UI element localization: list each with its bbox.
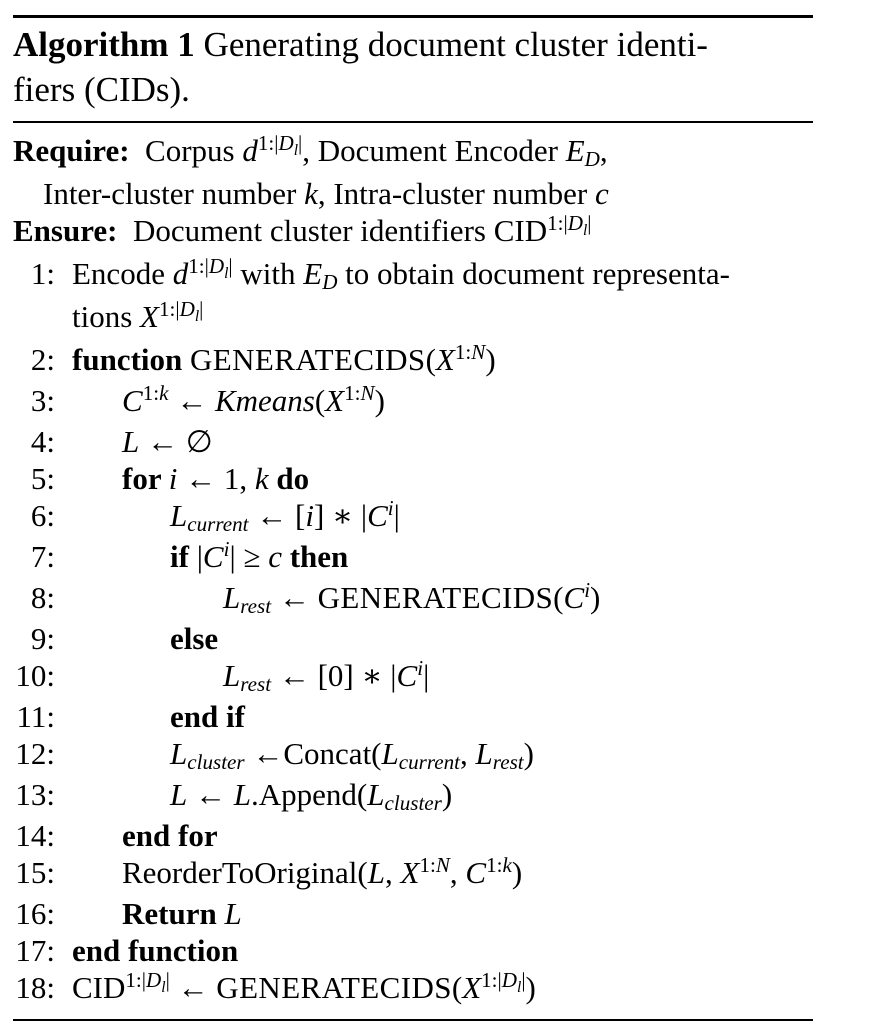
line-number: 1:	[30, 256, 55, 291]
text-segment: C	[563, 580, 585, 615]
text-segment: current	[398, 749, 461, 774]
text-segment: k	[159, 381, 169, 406]
text-segment: 1:	[454, 340, 472, 365]
line-content	[72, 460, 309, 497]
text-segment: Inter-cluster number	[43, 176, 305, 211]
text-segment: |	[521, 968, 526, 993]
algo-line-step-6	[13, 497, 813, 538]
text-segment: i	[417, 656, 424, 681]
text-segment: L	[224, 896, 242, 931]
line-number: 14:	[15, 818, 55, 853]
text-segment: i	[305, 498, 314, 533]
algo-line-step-16	[13, 895, 813, 932]
algo-line-step-8	[13, 579, 813, 620]
text-segment: C	[396, 658, 418, 693]
text-segment: C	[202, 539, 224, 574]
line-number: 7:	[30, 539, 55, 574]
text-segment: end function	[72, 933, 239, 968]
text-segment: l	[293, 142, 299, 160]
algo-line-ensure	[13, 212, 813, 255]
text-segment: L	[367, 855, 385, 890]
line-number: 10:	[15, 658, 55, 693]
text-segment: X	[435, 342, 455, 377]
algo-line-step-12	[13, 735, 813, 776]
text-segment: tions	[72, 299, 141, 334]
text-segment: D	[501, 968, 517, 993]
algo-line-step-10	[13, 657, 813, 698]
line-content	[72, 579, 600, 620]
algorithm-block	[13, 15, 813, 1021]
text-segment: )	[523, 736, 534, 771]
text-segment: rest	[240, 593, 272, 618]
text-segment: rest	[240, 671, 272, 696]
text-segment: 1:	[486, 853, 503, 878]
text-segment: ←	[187, 777, 234, 812]
text-segment: |	[199, 297, 204, 322]
text-segment: ←Concat(	[244, 736, 382, 771]
text-segment: E	[303, 256, 323, 291]
text-segment: |	[393, 498, 400, 533]
line-number: 2:	[30, 342, 55, 377]
line-content	[72, 854, 522, 895]
text-segment: )	[511, 855, 523, 890]
text-segment: ,	[385, 855, 401, 890]
text-segment: ← [0] ∗ |	[271, 658, 397, 693]
text-segment: do	[268, 461, 310, 496]
text-segment: L	[170, 498, 188, 533]
text-segment: )	[525, 970, 536, 1005]
line-number: 11:	[16, 699, 55, 734]
line-number: 9:	[30, 621, 55, 656]
line-number: 3:	[30, 383, 55, 418]
text-segment: i	[387, 496, 394, 521]
text-segment: with	[232, 256, 304, 291]
text-segment: , Document Encoder	[302, 133, 566, 168]
line-number: 18:	[15, 970, 55, 1005]
text-segment: D	[322, 269, 338, 294]
text-segment: cluster	[384, 790, 442, 815]
text-segment: D	[567, 211, 583, 236]
text-segment: X	[400, 855, 420, 890]
text-segment: |	[587, 211, 592, 236]
text-segment: (	[553, 580, 564, 615]
text-segment: L	[223, 658, 241, 693]
algo-line-step-4	[13, 423, 813, 460]
line-content	[72, 497, 400, 538]
algo-line-step-11	[13, 698, 813, 735]
text-segment: Generating document cluster identi-	[194, 25, 708, 64]
text-segment: L	[122, 424, 140, 459]
line-content	[72, 538, 348, 579]
line-content	[13, 175, 609, 212]
text-segment: current	[187, 511, 249, 536]
line-content	[13, 212, 592, 255]
text-segment: |	[196, 539, 203, 574]
text-segment: D	[208, 254, 225, 279]
text-segment: C	[122, 383, 143, 418]
algo-line-step-14	[13, 817, 813, 854]
text-segment: )	[485, 342, 496, 377]
text-segment: L	[223, 580, 241, 615]
text-segment: |	[423, 658, 430, 693]
text-segment: 1:	[142, 381, 160, 406]
text-segment: |	[228, 254, 233, 279]
text-segment: 1:	[419, 853, 436, 878]
text-segment: D	[146, 968, 162, 993]
text-segment: then	[281, 539, 349, 574]
text-segment: ← 1,	[177, 461, 255, 496]
text-segment: Algorithm 1	[13, 25, 195, 64]
text-segment: ReorderToOriginal(	[122, 855, 368, 890]
text-segment: | ≥	[229, 539, 269, 574]
text-segment: l	[161, 979, 166, 997]
text-segment: L	[367, 777, 385, 812]
algo-line-step-15	[13, 854, 813, 895]
text-segment: end if	[170, 699, 245, 734]
line-number: 5:	[30, 461, 55, 496]
text-segment: Corpus	[129, 133, 243, 168]
line-number: 4:	[30, 424, 55, 459]
line-content	[72, 735, 534, 776]
algo-line-step-18	[13, 969, 813, 1012]
algorithm-body	[13, 123, 813, 1019]
text-segment: ←	[168, 383, 215, 418]
line-content	[72, 776, 452, 817]
line-content	[72, 657, 429, 698]
line-number: 13:	[15, 777, 55, 812]
text-segment: l	[194, 308, 200, 326]
text-segment: )	[590, 580, 601, 615]
text-segment: 1:|	[125, 968, 147, 993]
text-segment: k	[304, 176, 318, 211]
text-segment: rest	[492, 749, 524, 774]
text-segment: ←	[169, 970, 217, 1005]
text-segment: )	[374, 383, 385, 418]
line-content	[13, 132, 608, 175]
line-number: 8:	[30, 580, 55, 615]
line-content	[72, 895, 242, 932]
text-segment: GENERATECIDS	[317, 580, 554, 615]
text-segment: C	[465, 855, 487, 890]
algo-line-step-7	[13, 538, 813, 579]
text-segment: 1:|	[481, 968, 502, 993]
text-segment: function	[72, 342, 190, 377]
line-content	[72, 698, 245, 735]
text-segment: Return	[122, 896, 225, 931]
text-segment: CID	[72, 970, 126, 1005]
text-segment: for	[122, 461, 169, 496]
text-segment: (	[314, 383, 326, 418]
text-segment: ←	[271, 580, 318, 615]
text-segment: GENERATECIDS	[190, 342, 426, 377]
text-segment: to obtain document representa-	[337, 256, 730, 291]
algorithm-title-line-2	[13, 67, 813, 112]
algo-line-step-17	[13, 932, 813, 969]
text-segment: end for	[122, 818, 218, 853]
text-segment: L	[233, 777, 251, 812]
text-segment: X	[140, 299, 159, 334]
text-segment: (	[451, 970, 463, 1005]
text-segment: c	[595, 176, 609, 211]
algo-line-step-3	[13, 382, 813, 423]
text-segment: ← ∅	[139, 424, 213, 459]
text-segment: GENERATECIDS	[216, 970, 452, 1005]
text-segment: N	[360, 381, 375, 406]
text-segment: l	[582, 222, 588, 240]
algo-line-step-9	[13, 620, 813, 657]
text-segment: k	[254, 461, 269, 496]
algorithm-title	[13, 18, 813, 121]
text-segment: c	[268, 539, 282, 574]
text-segment: i	[168, 461, 178, 496]
text-segment: |	[165, 968, 170, 993]
text-segment: (	[425, 342, 436, 377]
line-content	[72, 423, 213, 460]
text-segment: 1:	[344, 381, 361, 406]
line-number: 16:	[15, 896, 55, 931]
text-segment: Kmeans	[214, 383, 315, 418]
line-content	[72, 620, 218, 657]
text-segment: Document cluster identifiers CID	[117, 213, 548, 248]
text-segment: |	[298, 131, 303, 156]
text-segment: X	[462, 970, 482, 1005]
text-segment: .Append(	[251, 777, 368, 812]
line-number: 17:	[15, 933, 55, 968]
algo-line-require	[13, 132, 813, 175]
text-segment: Encode	[72, 256, 173, 291]
text-segment: C	[367, 498, 388, 533]
text-segment: E	[565, 133, 585, 168]
text-segment: ← [	[248, 498, 306, 533]
text-segment: d	[172, 256, 189, 291]
text-segment: fiers (CIDs).	[13, 70, 190, 109]
text-segment: 1:|	[188, 254, 209, 279]
text-segment: ,	[460, 736, 476, 771]
text-segment: 1:|	[257, 131, 279, 156]
text-segment: if	[170, 539, 197, 574]
text-segment: i	[223, 537, 230, 562]
text-segment: i	[584, 578, 591, 603]
text-segment: )	[441, 777, 453, 812]
text-segment: l	[224, 265, 229, 283]
text-segment: l	[517, 979, 522, 997]
text-segment: 1:|	[158, 297, 180, 322]
algo-line-step-5	[13, 460, 813, 497]
text-segment: , Intra-cluster number	[317, 176, 595, 211]
line-content	[72, 932, 238, 969]
line-content	[72, 817, 218, 854]
algo-line-step-1-cont	[13, 298, 813, 341]
line-content	[72, 382, 385, 423]
text-segment: X	[325, 383, 345, 418]
text-segment: L	[475, 736, 493, 771]
text-segment: D	[584, 146, 600, 171]
line-content	[72, 298, 203, 341]
text-segment: D	[278, 131, 294, 156]
text-segment: L	[381, 736, 399, 771]
text-segment: d	[242, 133, 258, 168]
line-number: 15:	[15, 855, 55, 890]
text-segment: N	[435, 853, 450, 878]
line-number	[13, 298, 55, 341]
line-number: 12:	[15, 736, 55, 771]
text-segment: Ensure:	[13, 213, 118, 248]
algo-line-require-cont	[13, 175, 813, 212]
text-segment: N	[471, 340, 486, 365]
text-segment: else	[170, 621, 219, 656]
text-segment: k	[502, 853, 512, 878]
text-segment: ,	[449, 855, 466, 890]
text-segment: L	[170, 736, 188, 771]
algo-line-step-1	[13, 255, 813, 298]
text-segment: 1:|	[547, 211, 568, 236]
text-segment: Require:	[13, 133, 130, 168]
text-segment: cluster	[187, 749, 245, 774]
text-segment: ,	[599, 133, 608, 168]
algo-line-step-2	[13, 341, 813, 382]
line-content	[72, 969, 536, 1012]
text-segment: ] ∗ |	[313, 498, 368, 533]
text-segment: D	[179, 297, 195, 322]
algorithm-title-line-1	[13, 22, 813, 67]
text-segment: L	[170, 777, 188, 812]
algo-line-step-13	[13, 776, 813, 817]
line-number: 6:	[30, 498, 55, 533]
line-content	[72, 255, 730, 298]
line-content	[72, 341, 496, 382]
